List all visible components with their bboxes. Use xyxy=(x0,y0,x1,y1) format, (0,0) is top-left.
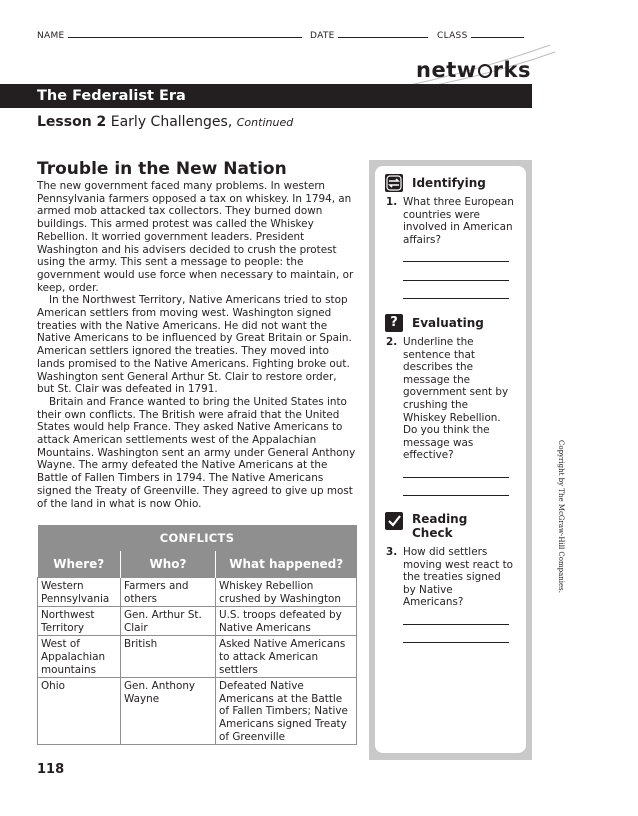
unit-banner: The Federalist Era xyxy=(0,84,532,108)
table-row xyxy=(38,607,357,636)
copyright-notice: Copyright by The McGraw-Hill Companies. xyxy=(557,440,565,593)
lesson-title: Lesson 2 Early Challenges, Continued xyxy=(37,114,294,130)
class-blank xyxy=(471,28,524,38)
networks-logo: netw rks xyxy=(416,58,531,82)
table-row xyxy=(38,678,357,745)
table-row xyxy=(38,578,357,607)
class-label: CLASS xyxy=(437,31,468,41)
name-field xyxy=(37,28,302,41)
globe-icon xyxy=(478,64,492,78)
date-label: DATE xyxy=(310,31,335,41)
paragraph-2: In the Northwest Territory, Native Americans tried to stop American settlers from moving west. Washington signed treaties with the Native Americans. He did not want the Native Americans to be influenced by Great Britain or Spain. American settlers ignored the treaties. They moved into lands promised to the Native Americans. Fighting broke out. Washington sent General Arthur St. Clair to restore order, but St. Clair was defeated in 1791. xyxy=(37,294,352,396)
answer-line xyxy=(403,261,509,262)
identifying-heading: Identifying xyxy=(412,176,486,190)
question-3: 3. How did settlers moving west react to the treaties signed by Native Americans? xyxy=(386,546,514,609)
answer-line xyxy=(403,477,509,478)
name-blank xyxy=(68,28,302,38)
conflicts-table xyxy=(37,525,357,745)
table-cell: West of Appalachian mountains xyxy=(38,636,121,678)
table-cell: Whiskey Rebellion crushed by Washington xyxy=(216,578,357,607)
table-row xyxy=(38,636,357,678)
name-label: NAME xyxy=(37,31,65,41)
answer-line xyxy=(403,495,509,496)
question-icon: ? xyxy=(385,314,403,332)
page-number: 118 xyxy=(37,762,65,777)
paragraph-3: Britain and France wanted to bring the United States into their own conflicts. The British were afraid that the United States would help France. They asked Native Americans to attack American settlements west of the Appalachian Mountains. Washington sent an army under General Anthony Wayne. The army defeated the Native Americans at the Battle of Fallen Timbers in 1794. The Native Americans signed the Treaty of Greenville. They agreed to give up most of the land in what is now Ohio. xyxy=(37,395,356,510)
evaluating-heading: Evaluating xyxy=(412,316,484,330)
answer-line xyxy=(403,624,509,625)
table-title: CONFLICTS xyxy=(38,525,357,551)
paragraph-1: The new government faced many problems. In western Pennsylvania farmers opposed a tax on whiskey. In 1794, an armed mob attacked tax collectors. They burned down buildings. This armed protest was called the Whiskey Rebellion. It worried government leaders. President Washington and his advisers decided to crush the protest using the army. This sent a message to people: the government would use force when necessary to maintain, or keep, order. xyxy=(37,180,354,294)
table-cell: Defeated Native Americans at the Battle of Fallen Timbers; Native Americans signed Treaty of Greenville xyxy=(216,678,357,745)
body-text xyxy=(37,180,357,510)
date-blank xyxy=(338,28,428,38)
column-header: What happened? xyxy=(216,551,357,578)
table-cell: British xyxy=(121,636,216,678)
checkmark-icon xyxy=(385,512,403,530)
column-header: Who? xyxy=(121,551,216,578)
answer-line xyxy=(403,280,509,281)
table-cell: Ohio xyxy=(38,678,121,745)
answer-line xyxy=(403,298,509,299)
table-cell: Western Pennsylvania xyxy=(38,578,121,607)
question-2: 2. Underline the sentence that describes the message the government sent by crushing the Whiskey Rebellion. Do you think the message was effective? xyxy=(386,336,509,462)
table-cell: Farmers and others xyxy=(121,578,216,607)
answer-line xyxy=(403,642,509,643)
table-cell: Asked Native Americans to attack American settlers xyxy=(216,636,357,678)
reading-check-heading: Reading Check xyxy=(412,512,468,540)
section-heading: Trouble in the New Nation xyxy=(37,159,287,179)
arrows-icon xyxy=(385,174,403,192)
table-cell: Northwest Territory xyxy=(38,607,121,636)
column-header: Where? xyxy=(38,551,121,578)
table-cell: Gen. Arthur St. Clair xyxy=(121,607,216,636)
table-cell: Gen. Anthony Wayne xyxy=(121,678,216,745)
table-cell: U.S. troops defeated by Native Americans xyxy=(216,607,357,636)
question-1: 1. What three European countries were involved in American affairs? xyxy=(386,196,514,246)
